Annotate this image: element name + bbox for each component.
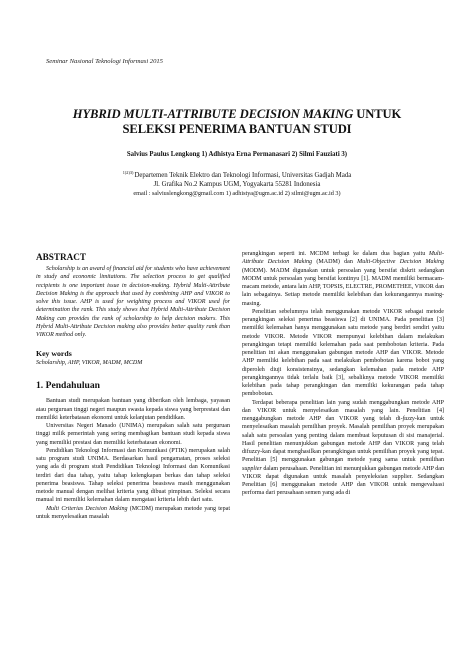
title-line1-rest: UNTUK	[353, 107, 402, 121]
right-p3-italic-fuzzy: fuzzy	[402, 416, 415, 422]
intro-paragraph-2: Universitas Negeri Manado (UNIMA) merupakan salah satu perguruan tinggi milik pemerintah yang sering membagikan bantuan studi kepada siswa yang memiliki prestasi dan memiliki keterbatasan ekonomi.	[36, 423, 230, 446]
left-column	[34, 250, 230, 521]
intro-paragraph-4	[36, 505, 230, 522]
running-header: Seminar Nasional Teknologi Informasi 2015	[46, 58, 163, 65]
intro-paragraph-1: Bantuan studi merupakan bantuan yang diberikan oleh lembaga, yayasan atau perguruan tinggi negeri maupun swasta kepada siswa yang berprestasi dan memiliki keterbatasan ekonomi untuk kelanjutan pendidikan.	[36, 398, 230, 421]
right-column	[242, 250, 444, 498]
right-p3-text-a: Terdapat beberapa penelitian lain yang sudah menggabungkan metode AHP dan VIKOR untuk menyelesaikan masalah yang lain. Penelitian [4] menggabungkan metode AHP dan VIKOR yang telah di-	[242, 399, 444, 422]
affiliation-marker: 1)2)3)	[122, 170, 134, 175]
right-paragraph-1	[242, 250, 444, 308]
affiliation-dept: Departemen Teknik Elektro dan Teknologi Informasi, Universitas Gadjah Mada	[134, 172, 352, 179]
abstract-heading: ABSTRACT	[36, 252, 87, 262]
author-list: Salvius Paulus Lengkong 1) Adhistya Erna Permanasari 2) Silmi Fauziati 3)	[126, 151, 348, 158]
intro-paragraph-3: Pendidikan Teknologi Informasi dan Komunikasi (PTIK) merupakan salah satu program studi UNIMA. Berdasarkan hasil pengamatan, proses seleksi yang ada di program studi Pendidikan Teknologi Informasi dan Komunikasi terdiri dari dua tahap, yaitu tahap kelengkapan berkas dan tahap seleksi penerima beasiswa. Tahap seleksi penerima beasiswa masih menggunakan metode manual dengan melihat kriteria yang dibuat pimpinan. Seleksi secara manual ini memiliki kelemahan dalam mengatasi kriteria lebih dari satu.	[36, 447, 230, 504]
right-p1-text-b: (MADM) dan	[312, 259, 358, 266]
right-p3-italic-supplier: supplier	[242, 465, 262, 472]
right-paragraph-3	[242, 399, 444, 498]
affiliation	[40, 168, 434, 199]
keywords-heading: Key words	[36, 349, 72, 359]
right-p1-text-c: (MODM). MADM digunakan untuk persoalan yang bersifat diskrit sedangkan MODM untuk persoalan yang bersifat kontinyu [1]. MADM memiliki bermacam-macam metode, antara lain AHP, TOPSIS, ELECTRE, PROMETHEE, VIKOR dan lain sebagainya. Setiap metode memiliki kelebihan dan kekurangannya masing-masing.	[242, 267, 444, 307]
paper-title	[40, 107, 434, 137]
right-p3-text-c: dalam perusahaan. Penelitian ini menunjukkan gabungan metode AHP dan VIKOR dapat digunakan untuk masalah penyeleksian supplier. Sedangkan Penelitian [6] menggunakan metode AHP dan VIKOR untuk mengevaluasi performa dari perusahaan semen yang ada di	[242, 465, 444, 497]
right-p1-text-a: perangkingan seperti ini. MCDM terbagi ke dalam dua bagian yaitu	[242, 251, 429, 257]
right-paragraph-2: Penelitian sebelumnya telah menggunakan metode VIKOR sebagai metode perangkingan seleksi penerima beasiswa [2] di UNIMA. Pada penelitian [3] memiliki kelemahan hanya menggunakan satu metode yang berdiri sendiri yaitu metode VIKOR. Metode VIKOR mempunyai kelebihan dalam melakukan perangkingan tetapi memiliki kelemahan pada saat pembobotan kriteria. Pada penelitian ini akan menggunakan gabungan metode AHP dan VIKOR. Metode AHP memiliki kelebihan pada saat melakukan pembobotan karena bobot yang diperoleh diuji konsistensinya, sedangkan kelemahan pada metode AHP perangkingannya tidak terlalu baik [3], sebaliknya metode VIKOR memiliki kelebihan pada tahap perangkingan dan memiliki kekurangan pada tahap pembobotan.	[242, 308, 444, 398]
right-p1-italic-madm: Multi-Attribute Decision Making	[242, 251, 444, 266]
intro-p4-rest: (MCDM) merupakan metode yang tepat untuk menyelesaikan masalah	[36, 505, 230, 520]
intro-p4-italic: Multi Criterias Decision Making	[46, 505, 128, 512]
title-line2: SELEKSI PENERIMA BANTUAN STUDI	[122, 122, 352, 136]
abstract-text: Scholarship is an award of financial aid for students who have achievement in study and economic limitations. The selection process to get qualified recipients is one important issue in decision-making. Hybrid Multi-Attribute Decision Making is the approach that used by combining AHP and VIKOR to solve this issue. AHP is used for weighting process and VIKOR used for determination the rank. This study shows that Hybrid Multi-Attribute Decision Making can provides the rank of scholarship to help decision makers. This Hybrid Multi-Attribute Decision making also provides better quality rank than VIKOR method only.	[36, 266, 230, 338]
right-p3-text-b: -kan untuk menyelesaikan masalah pemilihan proyek. Masalah pemilihan proyek merupakan salah satu persoalan yang penting dalam membuat keputusan di sisi manajerial. Hasil penelitian menunjukkan gabungan metode AHP dan VIKOR yang telah difuzzy-kan dapat menghasilkan perangkingan untuk pemilihan proyek yang tepat. Penelitian [5] menggunakan gabungan metode yang sama untuk pemilihan	[242, 416, 444, 464]
affiliation-email: email : salviuslengkong@gmail.com 1) adhistya@ugm.ac.id 2) silmi@ugm.ac.id 3)	[133, 190, 341, 198]
right-p1-italic-modm: Multi-Objective Decision Making	[357, 259, 444, 266]
title-italic-part: HYBRID MULTI-ATTRIBUTE DECISION MAKING	[72, 107, 354, 121]
section-heading-introduction: 1. Pendahuluan	[36, 380, 100, 392]
keywords-text: Scholarship, AHP, VIKOR, MADM, MCDM	[36, 360, 143, 367]
affiliation-address: Jl. Grafika No.2 Kampus UGM, Yogyakarta 55281 Indonesia	[153, 181, 321, 189]
